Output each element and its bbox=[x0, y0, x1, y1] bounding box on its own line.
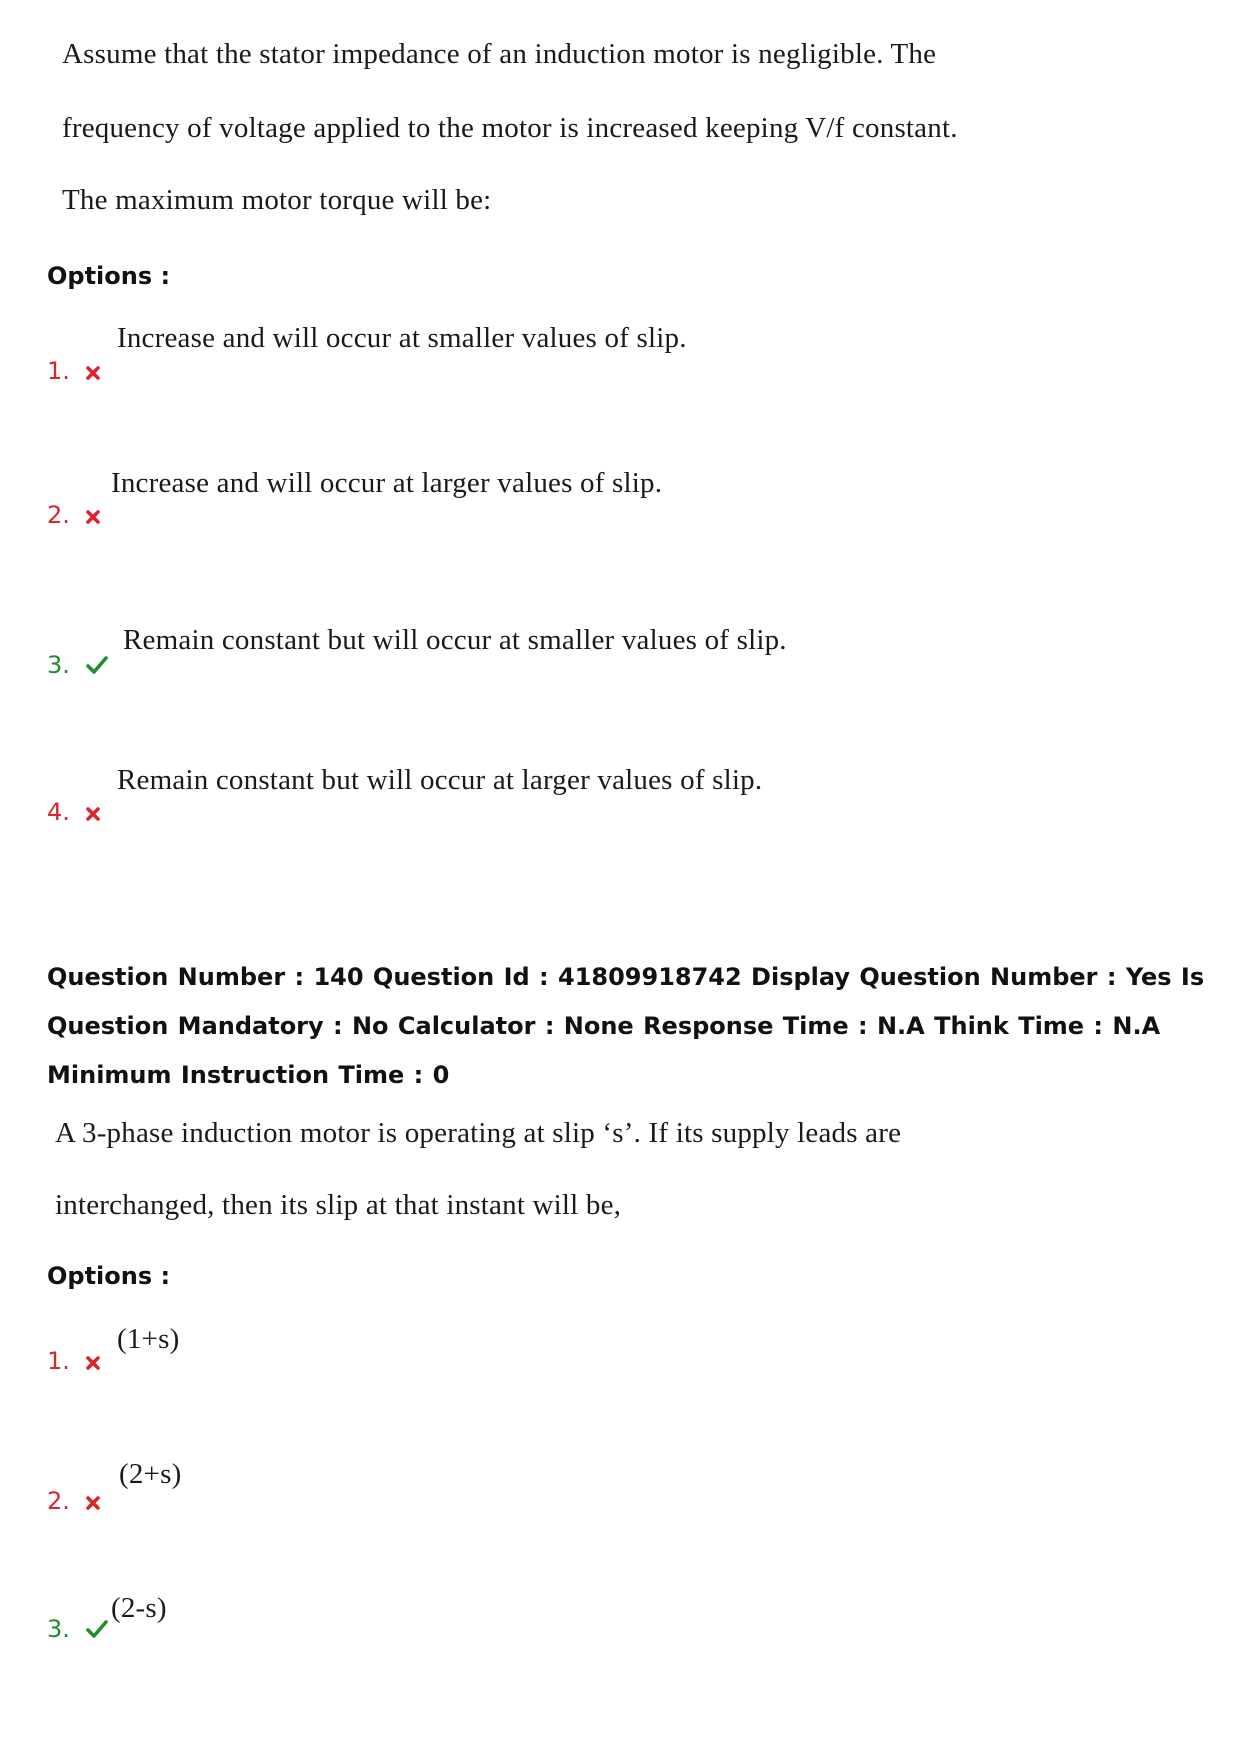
cross-icon bbox=[86, 799, 100, 827]
question-2-line-1: A 3-phase induction motor is operating at slip ‘s’. If its supply leads are bbox=[55, 1117, 902, 1149]
option-1-text: (1+s) bbox=[117, 1323, 180, 1355]
option-number-label: 1. bbox=[47, 1347, 70, 1375]
option-1-text: Increase and will occur at smaller values of slip. bbox=[117, 322, 687, 354]
question-1-line-1: Assume that the stator impedance of an induction motor is negligible. The bbox=[62, 38, 937, 70]
option-3-text: (2-s) bbox=[111, 1592, 167, 1624]
option-4-number bbox=[47, 798, 100, 827]
option-4-text: Remain constant but will occur at larger values of slip. bbox=[117, 764, 763, 796]
option-number-label: 2. bbox=[47, 1487, 70, 1515]
options-label: Options : bbox=[47, 1262, 171, 1290]
question-1-line-2: frequency of voltage applied to the motor is increased keeping V/f constant. bbox=[62, 112, 958, 144]
check-icon bbox=[86, 652, 108, 680]
cross-icon bbox=[86, 502, 100, 530]
option-3-number bbox=[47, 1615, 108, 1644]
option-number-label: 3. bbox=[47, 1615, 70, 1643]
options-label: Options : bbox=[47, 262, 171, 290]
option-1-number bbox=[47, 357, 100, 386]
option-2-text: (2+s) bbox=[119, 1458, 182, 1490]
option-1-number bbox=[47, 1347, 100, 1376]
option-number-label: 2. bbox=[47, 501, 70, 529]
option-number-label: 1. bbox=[47, 357, 70, 385]
option-3-text: Remain constant but will occur at smaller values of slip. bbox=[123, 624, 787, 656]
check-icon bbox=[86, 1616, 108, 1644]
option-2-number bbox=[47, 501, 100, 530]
option-number-label: 3. bbox=[47, 651, 70, 679]
option-number-label: 4. bbox=[47, 798, 70, 826]
cross-icon bbox=[86, 1348, 100, 1376]
question-2-line-2: interchanged, then its slip at that instant will be, bbox=[55, 1189, 622, 1221]
option-3-number bbox=[47, 651, 108, 680]
option-2-number bbox=[47, 1487, 100, 1516]
cross-icon bbox=[86, 1488, 100, 1516]
option-2-text: Increase and will occur at larger values of slip. bbox=[111, 467, 663, 499]
question-meta: Question Number : 140 Question Id : 41809918742 Display Question Number : Yes Is Question Mandatory : No Calculator : None Response Time : N.A Think Time : N.A Minimum Instruction Time : 0 bbox=[47, 963, 1205, 1089]
cross-icon bbox=[86, 358, 100, 386]
question-1-line-3: The maximum motor torque will be: bbox=[62, 184, 492, 216]
